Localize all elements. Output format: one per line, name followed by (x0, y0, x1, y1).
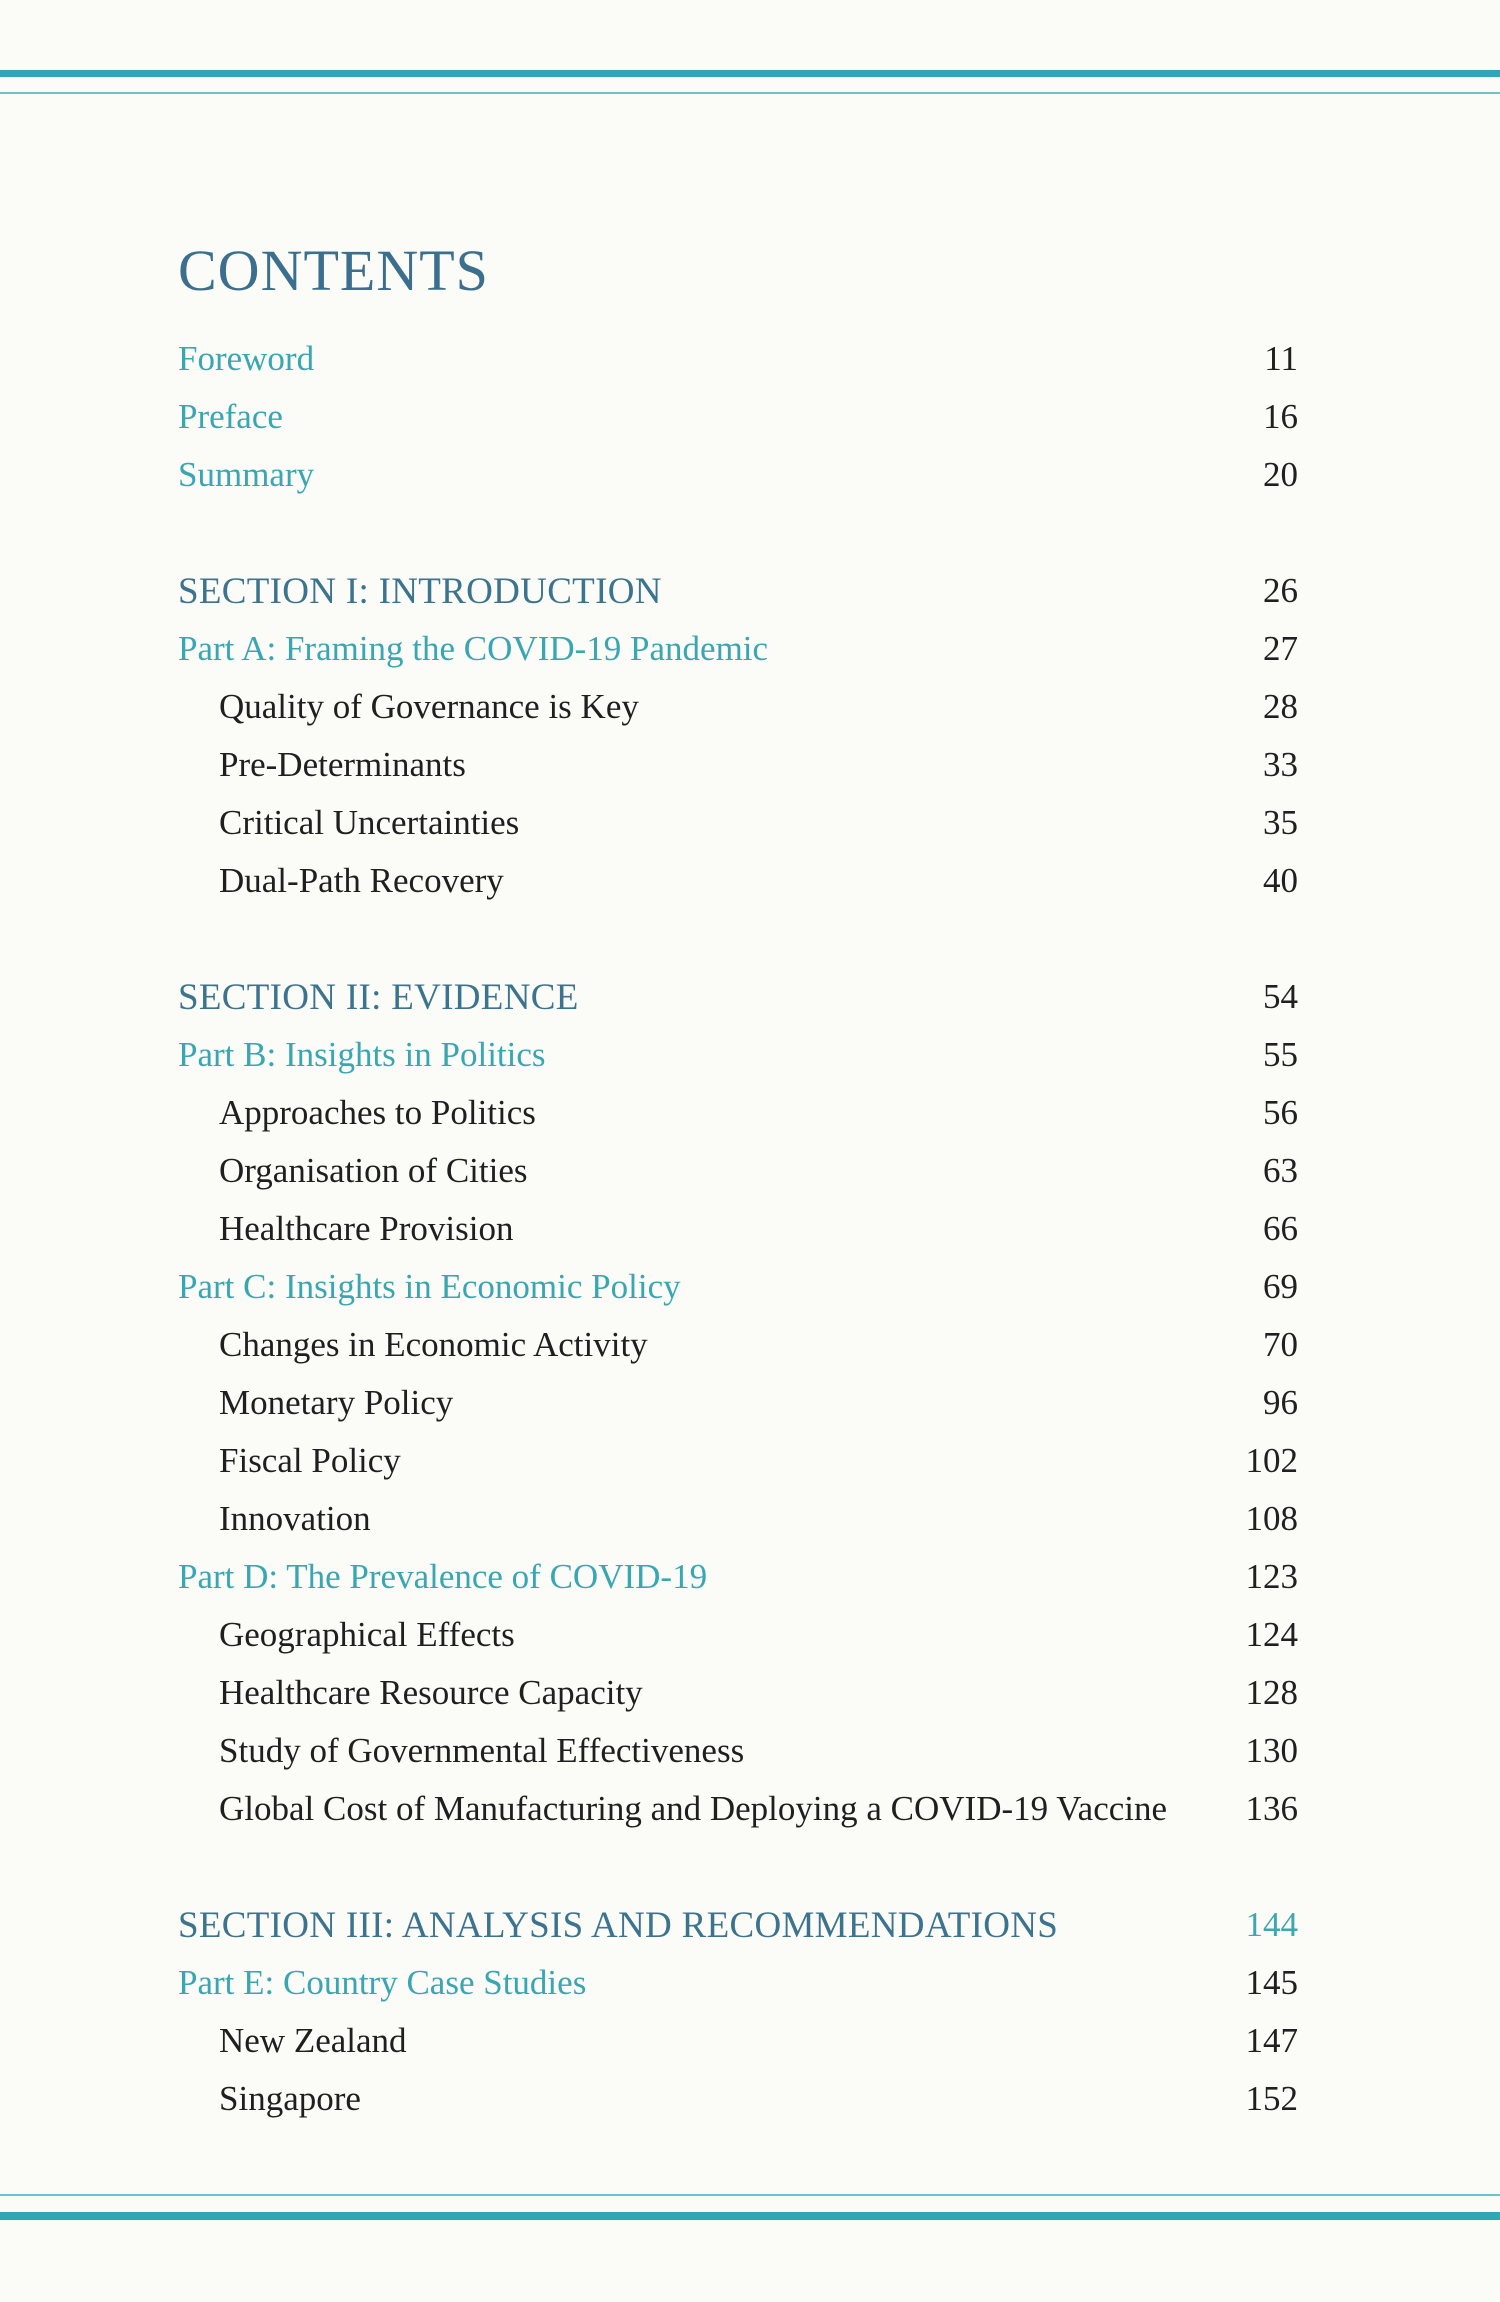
toc-entry-label: Monetary Policy (219, 1383, 454, 1422)
toc-entry-label: Dual-Path Recovery (219, 861, 504, 900)
toc-entry-page: 128 (1245, 1673, 1298, 1712)
toc-entry-label: Foreword (178, 339, 315, 378)
bottom-border-thick (0, 2212, 1500, 2220)
toc-entry-page: 56 (1263, 1093, 1298, 1132)
toc-part-c[interactable] (0, 1269, 1500, 1327)
toc-entry-geographical-effects[interactable] (0, 1617, 1500, 1675)
toc-entry-organisation-of-cities[interactable] (0, 1153, 1500, 1211)
toc-part-label: Part E: Country Case Studies (178, 1963, 587, 2002)
toc-entry-changes-in-economic-activity[interactable] (0, 1327, 1500, 1385)
toc-entry-monetary-policy[interactable] (0, 1385, 1500, 1443)
toc-entry-label: Fiscal Policy (219, 1441, 401, 1480)
toc-entry-page: 147 (1245, 2021, 1298, 2060)
bottom-border-thin (0, 2194, 1500, 2196)
toc-entry-page: 16 (1263, 397, 1298, 436)
toc-entry-label: Summary (178, 455, 315, 494)
toc-entry-approaches-to-politics[interactable] (0, 1095, 1500, 1153)
toc-entry-critical-uncertainties[interactable] (0, 805, 1500, 863)
toc-entry-page: 102 (1245, 1441, 1298, 1480)
toc-part-label: Part D: The Prevalence of COVID-19 (178, 1557, 708, 1596)
toc-entry-page: 20 (1263, 455, 1298, 494)
toc-entry-page: 108 (1245, 1499, 1298, 1538)
toc-entry-page: 136 (1245, 1789, 1298, 1828)
toc-part-e[interactable] (0, 1965, 1500, 2023)
toc-entry-page: 145 (1245, 1963, 1298, 2002)
toc-entry-healthcare-provision[interactable] (0, 1211, 1500, 1269)
toc-entry-page: 123 (1245, 1557, 1298, 1596)
toc-entry-page: 55 (1263, 1035, 1298, 1074)
toc-entry-summary[interactable] (0, 457, 1500, 515)
toc-entry-pre-determinants[interactable] (0, 747, 1500, 805)
toc-section-label: SECTION II: EVIDENCE (178, 977, 579, 1018)
toc-entry-preface[interactable] (0, 399, 1500, 457)
toc-entry-page: 40 (1263, 861, 1298, 900)
toc-entry-page: 66 (1263, 1209, 1298, 1248)
toc-entry-page: 11 (1264, 339, 1298, 378)
toc-part-d[interactable] (0, 1559, 1500, 1617)
toc-entry-label: Study of Governmental Effectiveness (219, 1731, 745, 1770)
toc-entry-quality-of-governance[interactable] (0, 689, 1500, 747)
toc-entry-innovation[interactable] (0, 1501, 1500, 1559)
toc-entry-dual-path-recovery[interactable] (0, 863, 1500, 921)
toc-section-evidence[interactable] (0, 979, 1500, 1037)
toc-entry-label: Healthcare Resource Capacity (219, 1673, 643, 1712)
toc-entry-label: Geographical Effects (219, 1615, 515, 1654)
toc-part-label: Part C: Insights in Economic Policy (178, 1267, 681, 1306)
toc-entry-foreword[interactable] (0, 341, 1500, 399)
toc-entry-label: Critical Uncertainties (219, 803, 520, 842)
toc-entry-label: Preface (178, 397, 283, 436)
toc-section-label: SECTION III: ANALYSIS AND RECOMMENDATIONS (178, 1905, 1059, 1946)
toc-entry-global-cost-of-vaccine[interactable] (0, 1791, 1500, 1849)
toc-part-label: Part A: Framing the COVID-19 Pandemic (178, 629, 769, 668)
toc-entry-page: 69 (1263, 1267, 1298, 1306)
toc-part-a[interactable] (0, 631, 1500, 689)
toc-entry-singapore[interactable] (0, 2081, 1500, 2139)
toc-entry-page: 26 (1263, 571, 1298, 610)
toc-entry-page: 27 (1263, 629, 1298, 668)
toc-section-analysis-and-recommendations[interactable] (0, 1907, 1500, 1965)
toc-entry-label: Approaches to Politics (219, 1093, 536, 1132)
toc-section-introduction[interactable] (0, 573, 1500, 631)
toc-entry-label: Global Cost of Manufacturing and Deploying a COVID-19 Vaccine (219, 1789, 1168, 1828)
toc-entry-label: Changes in Economic Activity (219, 1325, 648, 1364)
toc-entry-label: Pre-Determinants (219, 745, 466, 784)
toc-entry-page: 33 (1263, 745, 1298, 784)
toc-entry-page: 70 (1263, 1325, 1298, 1364)
toc-entry-page: 96 (1263, 1383, 1298, 1422)
toc-entry-label: Organisation of Cities (219, 1151, 528, 1190)
toc-part-label: Part B: Insights in Politics (178, 1035, 546, 1074)
toc-entry-page: 35 (1263, 803, 1298, 842)
toc-entry-page: 63 (1263, 1151, 1298, 1190)
toc-section-label: SECTION I: INTRODUCTION (178, 571, 662, 612)
toc-entry-page: 152 (1245, 2079, 1298, 2118)
toc-entry-page: 54 (1263, 977, 1298, 1016)
toc-entry-page: 124 (1245, 1615, 1298, 1654)
toc-part-b[interactable] (0, 1037, 1500, 1095)
toc-entry-page: 28 (1263, 687, 1298, 726)
toc-entry-label: New Zealand (219, 2021, 407, 2060)
page-title: CONTENTS (178, 237, 489, 303)
toc-entry-label: Healthcare Provision (219, 1209, 514, 1248)
toc-entry-label: Quality of Governance is Key (219, 687, 639, 726)
toc-entry-healthcare-resource-capacity[interactable] (0, 1675, 1500, 1733)
toc-entry-label: Innovation (219, 1499, 371, 1538)
toc-entry-new-zealand[interactable] (0, 2023, 1500, 2081)
toc-entry-label: Singapore (219, 2079, 361, 2118)
toc-entry-page: 144 (1245, 1905, 1298, 1944)
toc-entry-study-of-governmental-effectiveness[interactable] (0, 1733, 1500, 1791)
toc-entry-page: 130 (1245, 1731, 1298, 1770)
toc-entry-fiscal-policy[interactable] (0, 1443, 1500, 1501)
